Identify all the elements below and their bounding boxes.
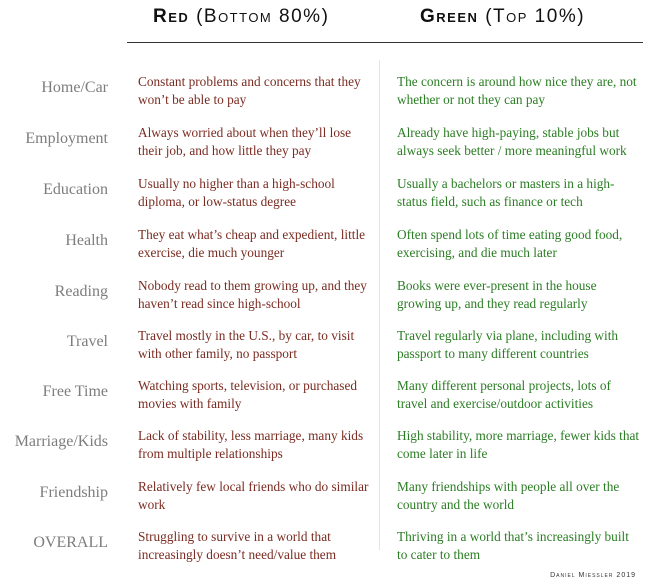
table-row (0, 478, 650, 528)
row-label: Employment (25, 130, 108, 147)
green-cell: Many different personal projects, lots of travel and exercise/outdoor activities (397, 378, 611, 411)
red-cell: Travel mostly in the U.S., by car, to visit with other family, no passport (138, 328, 355, 361)
red-cell: Always worried about when they’ll lose their job, and how little they pay (138, 125, 352, 158)
green-cell: Thriving in a world that’s increasingly built to cater to them (397, 529, 629, 562)
table-row (0, 377, 650, 427)
red-column-heading (153, 6, 329, 28)
author-credit: Daniel Miessler 2019 (550, 572, 636, 579)
table-row (0, 226, 650, 276)
green-column-subtitle: (Top 10%) (485, 6, 586, 27)
row-label: Free Time (42, 383, 108, 400)
red-column-title: Red (153, 6, 190, 27)
table-row (0, 124, 650, 174)
green-cell: Already have high-paying, stable jobs but always seek better / more meaningful work (397, 125, 627, 158)
green-cell: Often spend lots of time eating good food, exercising, and die much later (397, 227, 623, 260)
table-row (0, 427, 650, 477)
green-cell: Books were ever-present in the house growing up, and they read regularly (397, 278, 597, 311)
red-cell: Nobody read to them growing up, and they haven’t read since high-school (138, 278, 367, 311)
green-cell: Usually a bachelors or masters in a high-status field, such as finance or tech (397, 176, 615, 209)
table-row (0, 73, 650, 123)
row-label: Health (65, 232, 108, 249)
green-column-heading (420, 6, 585, 28)
row-label: Education (43, 181, 108, 198)
row-label: Travel (66, 333, 108, 350)
row-label: Reading (54, 283, 108, 300)
table-row (0, 175, 650, 225)
row-label: OVERALL (33, 534, 108, 551)
row-label: Marriage/Kids (14, 433, 108, 450)
table-row (0, 277, 650, 327)
red-cell: Lack of stability, less marriage, many kids from multiple relationships (138, 428, 364, 461)
header-rule (127, 42, 643, 43)
table-row (0, 327, 650, 377)
red-cell: Usually no higher than a high-school diploma, or low-status degree (138, 176, 335, 209)
green-cell: The concern is around how nice they are, not whether or not they can pay (397, 74, 637, 107)
red-cell: Relatively few local friends who do similar work (138, 479, 369, 512)
row-label: Home/Car (41, 79, 108, 96)
table-row (0, 528, 650, 578)
green-cell: Travel regularly via plane, including with passport to many different countries (397, 328, 619, 361)
green-cell: Many friendships with people all over the country and the world (397, 479, 620, 512)
row-label: Friendship (39, 484, 108, 501)
red-cell: Struggling to survive in a world that increasingly doesn’t need/value them (138, 529, 337, 562)
table-header (0, 0, 650, 42)
red-column-subtitle: (Bottom 80%) (196, 6, 330, 27)
green-column-title: Green (420, 6, 479, 27)
green-cell: High stability, more marriage, fewer kids that come later in life (397, 428, 640, 461)
red-cell: They eat what’s cheap and expedient, little exercise, die much younger (138, 227, 366, 260)
red-cell: Watching sports, television, or purchased movies with family (138, 378, 358, 411)
red-cell: Constant problems and concerns that they won’t be able to pay (138, 74, 361, 107)
